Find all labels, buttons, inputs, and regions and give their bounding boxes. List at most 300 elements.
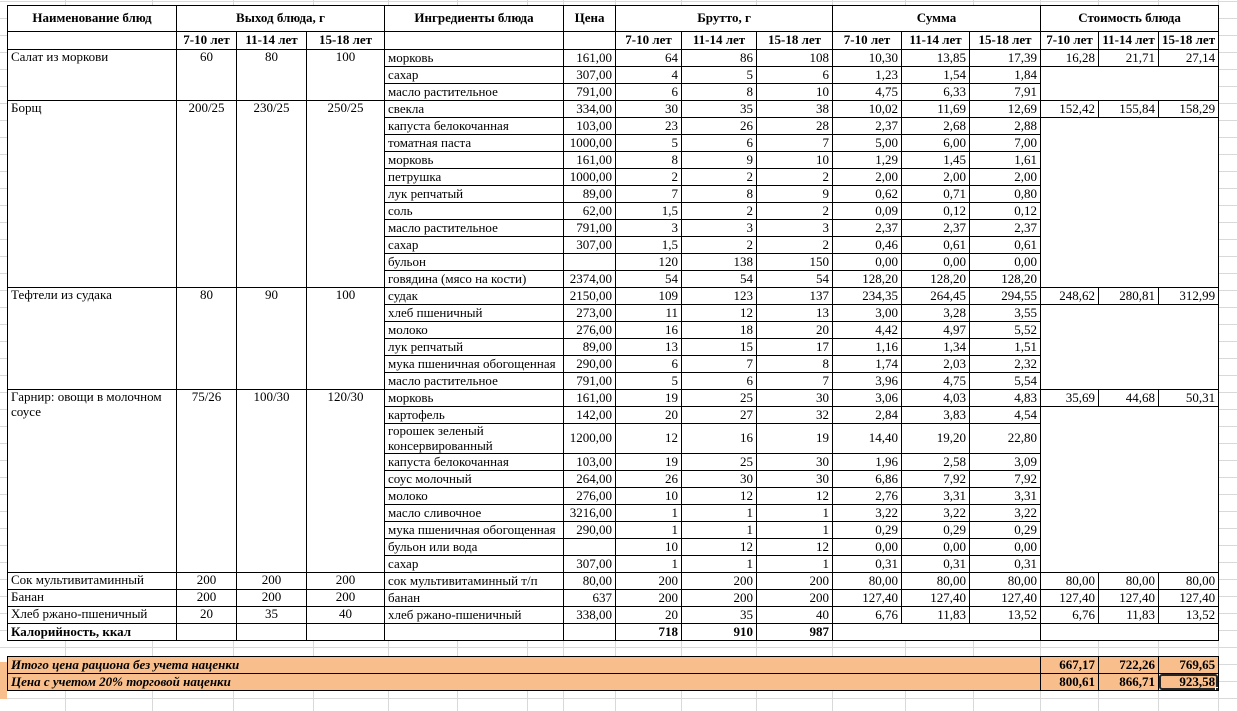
cell-gross[interactable]: 1 xyxy=(682,505,757,522)
cell-sum[interactable]: 1,29 xyxy=(833,152,902,169)
cell-gross[interactable]: 19 xyxy=(616,454,682,471)
cell-calories-label[interactable]: Калорийность, ккал xyxy=(8,624,177,641)
cell-ingredient[interactable]: сок мультивитаминный т/п xyxy=(385,573,564,590)
cell-gross[interactable]: 120 xyxy=(616,254,682,271)
cell-sum[interactable]: 7,00 xyxy=(970,135,1041,152)
cell-cost[interactable]: 152,42 xyxy=(1041,101,1099,118)
cell-sum[interactable]: 13,85 xyxy=(902,50,970,67)
cell-sum[interactable]: 127,40 xyxy=(833,590,902,607)
selected-cell[interactable]: 923,58 xyxy=(1159,674,1219,691)
cell-sum[interactable]: 2,32 xyxy=(970,356,1041,373)
cell-cost-blank[interactable] xyxy=(1041,118,1219,288)
cell-gross[interactable]: 200 xyxy=(757,590,833,607)
cell-gross[interactable]: 35 xyxy=(682,101,757,118)
cell-empty-merged[interactable] xyxy=(833,624,1041,641)
cell-gross[interactable]: 109 xyxy=(616,288,682,305)
header-age-col[interactable]: 15-18 лет xyxy=(757,32,833,50)
cell-ingredient[interactable]: горошек зеленый консервированный xyxy=(385,424,564,454)
cell-price[interactable]: 142,00 xyxy=(564,407,616,424)
cell-output[interactable]: 200 xyxy=(237,573,307,590)
cell-gross[interactable]: 20 xyxy=(616,607,682,624)
header-cost[interactable]: Стоимость блюда xyxy=(1041,6,1219,32)
cell-sum[interactable]: 5,54 xyxy=(970,373,1041,390)
cell-price[interactable]: 791,00 xyxy=(564,84,616,101)
cell-cost[interactable]: 80,00 xyxy=(1041,573,1099,590)
cell-price[interactable]: 89,00 xyxy=(564,339,616,356)
cell-gross[interactable]: 2 xyxy=(682,203,757,220)
cell-gross[interactable]: 200 xyxy=(616,573,682,590)
cell-sum[interactable]: 128,20 xyxy=(833,271,902,288)
cell-gross[interactable]: 3 xyxy=(616,220,682,237)
cell-gross[interactable]: 23 xyxy=(616,118,682,135)
cell-gross[interactable]: 86 xyxy=(682,50,757,67)
header-age-col[interactable]: 15-18 лет xyxy=(307,32,385,50)
cell-cost[interactable]: 35,69 xyxy=(1041,390,1099,407)
cell-ingredient[interactable]: масло растительное xyxy=(385,84,564,101)
cell-sum[interactable]: 1,34 xyxy=(902,339,970,356)
cell-calories-value[interactable]: 910 xyxy=(682,624,757,641)
header-age-col[interactable]: 7-10 лет xyxy=(1041,32,1099,50)
cell-gross[interactable]: 1 xyxy=(757,556,833,573)
cell-gross[interactable]: 30 xyxy=(757,471,833,488)
cell-gross[interactable]: 12 xyxy=(682,305,757,322)
cell-sum[interactable]: 127,40 xyxy=(902,590,970,607)
cell-ingredient[interactable]: молоко xyxy=(385,488,564,505)
cell-gross[interactable]: 54 xyxy=(682,271,757,288)
cell-gross[interactable]: 137 xyxy=(757,288,833,305)
fill-handle[interactable] xyxy=(1215,687,1219,691)
cell-sum[interactable]: 2,00 xyxy=(970,169,1041,186)
cell-sum[interactable]: 11,83 xyxy=(902,607,970,624)
cell-output[interactable]: 200 xyxy=(177,590,237,607)
cell-gross[interactable]: 150 xyxy=(757,254,833,271)
cell-gross[interactable]: 32 xyxy=(757,407,833,424)
cell-sum[interactable]: 4,75 xyxy=(902,373,970,390)
cell-sum[interactable]: 17,39 xyxy=(970,50,1041,67)
cell-gross[interactable]: 1,5 xyxy=(616,237,682,254)
cell-gross[interactable]: 19 xyxy=(757,424,833,454)
cell-gross[interactable]: 54 xyxy=(616,271,682,288)
cell-sum[interactable]: 0,31 xyxy=(902,556,970,573)
cell-gross[interactable]: 18 xyxy=(682,322,757,339)
cell-price[interactable]: 307,00 xyxy=(564,237,616,254)
cell-price[interactable]: 290,00 xyxy=(564,522,616,539)
cell-ingredient[interactable]: сахар xyxy=(385,237,564,254)
cell-total-value[interactable]: 667,17 xyxy=(1041,657,1099,674)
cell-calories-value[interactable]: 718 xyxy=(616,624,682,641)
cell-gross[interactable]: 15 xyxy=(682,339,757,356)
cell-sum[interactable]: 0,71 xyxy=(902,186,970,203)
cell-sum[interactable]: 0,31 xyxy=(970,556,1041,573)
cell-sum[interactable]: 0,31 xyxy=(833,556,902,573)
cell-cost[interactable]: 80,00 xyxy=(1099,573,1159,590)
cell-price[interactable]: 1200,00 xyxy=(564,424,616,454)
cell-sum[interactable]: 2,58 xyxy=(902,454,970,471)
cell-gross[interactable]: 38 xyxy=(757,101,833,118)
cell-cost-blank[interactable] xyxy=(1041,407,1219,573)
cell-gross[interactable]: 200 xyxy=(616,590,682,607)
cell-sum[interactable]: 3,31 xyxy=(970,488,1041,505)
cell-spacer[interactable] xyxy=(8,641,1219,657)
cell-sum[interactable]: 0,80 xyxy=(970,186,1041,203)
cell-sum[interactable]: 0,09 xyxy=(833,203,902,220)
header-age-col[interactable]: 11-14 лет xyxy=(1099,32,1159,50)
header-age-col[interactable]: 11-14 лет xyxy=(682,32,757,50)
cell-sum[interactable]: 128,20 xyxy=(970,271,1041,288)
cell-price[interactable]: 1000,00 xyxy=(564,169,616,186)
cell-ingredient[interactable]: бульон xyxy=(385,254,564,271)
cell-dish-name[interactable]: Гарнир: овощи в молочном соусе xyxy=(8,390,177,573)
cell-total-label[interactable]: Цена с учетом 20% торговой наценки xyxy=(8,674,1041,691)
cell-empty[interactable] xyxy=(237,624,307,641)
cell-sum[interactable]: 1,61 xyxy=(970,152,1041,169)
cell-dish-name[interactable]: Тефтели из судака xyxy=(8,288,177,390)
cell-cost[interactable]: 16,28 xyxy=(1041,50,1099,67)
cell-cost[interactable]: 11,83 xyxy=(1099,607,1159,624)
header-age-col[interactable]: 7-10 лет xyxy=(833,32,902,50)
cell-empty[interactable] xyxy=(564,624,616,641)
cell-gross[interactable]: 2 xyxy=(682,237,757,254)
cell-sum[interactable]: 3,00 xyxy=(833,305,902,322)
cell-sum[interactable]: 7,92 xyxy=(970,471,1041,488)
cell-sum[interactable]: 4,03 xyxy=(902,390,970,407)
cell-sum[interactable]: 0,00 xyxy=(833,254,902,271)
cell-output[interactable]: 200/25 xyxy=(177,101,237,288)
cell-ingredient[interactable]: судак xyxy=(385,288,564,305)
cell-total-label[interactable]: Итого цена рациона без учета наценки xyxy=(8,657,1041,674)
cell-sum[interactable]: 294,55 xyxy=(970,288,1041,305)
cell-cost[interactable]: 44,68 xyxy=(1099,390,1159,407)
cell-dish-name[interactable]: Сок мультивитаминный xyxy=(8,573,177,590)
cell-sum[interactable]: 6,76 xyxy=(833,607,902,624)
cell-price[interactable]: 2150,00 xyxy=(564,288,616,305)
cell-gross[interactable]: 200 xyxy=(682,573,757,590)
cell-gross[interactable]: 7 xyxy=(616,186,682,203)
cell-sum[interactable]: 264,45 xyxy=(902,288,970,305)
cell-sum[interactable]: 3,28 xyxy=(902,305,970,322)
cell-gross[interactable]: 123 xyxy=(682,288,757,305)
cell-price[interactable]: 89,00 xyxy=(564,186,616,203)
cell-output[interactable]: 80 xyxy=(237,50,307,101)
cell-price[interactable]: 1000,00 xyxy=(564,135,616,152)
cell-gross[interactable]: 2 xyxy=(757,169,833,186)
cell-sum[interactable]: 12,69 xyxy=(970,101,1041,118)
cell-ingredient[interactable]: морковь xyxy=(385,390,564,407)
cell-cost[interactable]: 80,00 xyxy=(1159,573,1219,590)
cell-gross[interactable]: 108 xyxy=(757,50,833,67)
cell-gross[interactable]: 1 xyxy=(682,522,757,539)
cell-sum[interactable]: 2,03 xyxy=(902,356,970,373)
cell-gross[interactable]: 26 xyxy=(682,118,757,135)
cell-ingredient[interactable]: масло растительное xyxy=(385,373,564,390)
cell-gross[interactable]: 30 xyxy=(682,471,757,488)
cell-sum[interactable]: 0,29 xyxy=(833,522,902,539)
cell-sum[interactable]: 4,83 xyxy=(970,390,1041,407)
cell-gross[interactable]: 19 xyxy=(616,390,682,407)
cell-gross[interactable]: 64 xyxy=(616,50,682,67)
cell-gross[interactable]: 25 xyxy=(682,390,757,407)
cell-gross[interactable]: 6 xyxy=(616,356,682,373)
cell-gross[interactable]: 12 xyxy=(757,539,833,556)
cell-sum[interactable]: 4,97 xyxy=(902,322,970,339)
cell-sum[interactable]: 22,80 xyxy=(970,424,1041,454)
cell-gross[interactable]: 2 xyxy=(757,203,833,220)
cell-price[interactable]: 103,00 xyxy=(564,118,616,135)
cell-cost[interactable]: 155,84 xyxy=(1099,101,1159,118)
cell-output[interactable]: 250/25 xyxy=(307,101,385,288)
cell-gross[interactable]: 8 xyxy=(682,186,757,203)
cell-output[interactable]: 35 xyxy=(237,607,307,624)
cell-price[interactable]: 276,00 xyxy=(564,322,616,339)
cell-output[interactable]: 100 xyxy=(307,50,385,101)
cell-ingredient[interactable]: мука пшеничная обогощенная xyxy=(385,356,564,373)
cell-sum[interactable]: 1,23 xyxy=(833,67,902,84)
cell-gross[interactable]: 5 xyxy=(616,373,682,390)
cell-output[interactable]: 80 xyxy=(177,288,237,390)
cell-ingredient[interactable]: сахар xyxy=(385,67,564,84)
cell-sum[interactable]: 1,16 xyxy=(833,339,902,356)
cell-gross[interactable]: 27 xyxy=(682,407,757,424)
cell-cost[interactable]: 158,29 xyxy=(1159,101,1219,118)
cell-output[interactable]: 200 xyxy=(177,573,237,590)
cell-ingredient[interactable]: молоко xyxy=(385,322,564,339)
cell-gross[interactable]: 1 xyxy=(682,556,757,573)
cell-gross[interactable]: 1 xyxy=(757,505,833,522)
cell-gross[interactable]: 7 xyxy=(757,373,833,390)
cell-gross[interactable]: 4 xyxy=(616,67,682,84)
cell-gross[interactable]: 1 xyxy=(757,522,833,539)
cell-sum[interactable]: 0,61 xyxy=(902,237,970,254)
cell-price[interactable]: 3216,00 xyxy=(564,505,616,522)
cell-cost[interactable]: 127,40 xyxy=(1159,590,1219,607)
cell-output[interactable]: 60 xyxy=(177,50,237,101)
cell-sum[interactable]: 1,84 xyxy=(970,67,1041,84)
cell-price[interactable]: 334,00 xyxy=(564,101,616,118)
cell-ingredient[interactable]: банан xyxy=(385,590,564,607)
cell-output[interactable]: 75/26 xyxy=(177,390,237,573)
cell-gross[interactable]: 3 xyxy=(757,220,833,237)
header-ingredients[interactable]: Ингредиенты блюда xyxy=(385,6,564,32)
cell-gross[interactable]: 5 xyxy=(616,135,682,152)
cell-price[interactable]: 290,00 xyxy=(564,356,616,373)
cell-gross[interactable]: 200 xyxy=(757,573,833,590)
cell-price[interactable]: 161,00 xyxy=(564,152,616,169)
header-output[interactable]: Выход блюда, г xyxy=(177,6,385,32)
cell-sum[interactable]: 19,20 xyxy=(902,424,970,454)
cell-output[interactable]: 200 xyxy=(307,573,385,590)
cell-gross[interactable]: 20 xyxy=(616,407,682,424)
cell-sum[interactable]: 0,00 xyxy=(902,539,970,556)
cell-gross[interactable]: 10 xyxy=(757,152,833,169)
cell-ingredient[interactable]: лук репчатый xyxy=(385,339,564,356)
cell-gross[interactable]: 8 xyxy=(757,356,833,373)
cell-gross[interactable]: 10 xyxy=(616,539,682,556)
cell-cost[interactable]: 127,40 xyxy=(1099,590,1159,607)
cell-sum[interactable]: 0,12 xyxy=(902,203,970,220)
cell-gross[interactable]: 1 xyxy=(616,556,682,573)
cell-sum[interactable]: 0,00 xyxy=(833,539,902,556)
cell-sum[interactable]: 2,37 xyxy=(902,220,970,237)
cell-sum[interactable]: 3,31 xyxy=(902,488,970,505)
cell-sum[interactable]: 0,46 xyxy=(833,237,902,254)
cell-gross[interactable]: 9 xyxy=(757,186,833,203)
cell-gross[interactable]: 8 xyxy=(616,152,682,169)
cell-price[interactable]: 276,00 xyxy=(564,488,616,505)
cell-sum[interactable]: 2,76 xyxy=(833,488,902,505)
cell-ingredient[interactable]: петрушка xyxy=(385,169,564,186)
cell-total-value[interactable]: 722,26 xyxy=(1099,657,1159,674)
cell-gross[interactable]: 6 xyxy=(616,84,682,101)
cell-sum[interactable]: 0,29 xyxy=(902,522,970,539)
header-age-col[interactable]: 7-10 лет xyxy=(177,32,237,50)
header-age-col[interactable]: 11-14 лет xyxy=(902,32,970,50)
cell-gross[interactable]: 1 xyxy=(616,522,682,539)
cell-price[interactable]: 161,00 xyxy=(564,390,616,407)
cell-gross[interactable]: 13 xyxy=(757,305,833,322)
cell-total-value[interactable]: 800,61 xyxy=(1041,674,1099,691)
cell-sum[interactable]: 0,61 xyxy=(970,237,1041,254)
cell-sum[interactable]: 11,69 xyxy=(902,101,970,118)
cell-sum[interactable]: 1,74 xyxy=(833,356,902,373)
cell-calories-value[interactable]: 987 xyxy=(757,624,833,641)
cell-gross[interactable]: 7 xyxy=(682,356,757,373)
cell-sum[interactable]: 3,06 xyxy=(833,390,902,407)
cell-ingredient[interactable]: соус молочный xyxy=(385,471,564,488)
cell-dish-name[interactable]: Борщ xyxy=(8,101,177,288)
cell-sum[interactable]: 1,51 xyxy=(970,339,1041,356)
cell-total-value[interactable]: 769,65 xyxy=(1159,657,1219,674)
header-price[interactable]: Цена xyxy=(564,6,616,32)
cell-gross[interactable]: 3 xyxy=(682,220,757,237)
cell-output[interactable]: 230/25 xyxy=(237,101,307,288)
header-sum[interactable]: Сумма xyxy=(833,6,1041,32)
cell-cost[interactable]: 21,71 xyxy=(1099,50,1159,67)
cell-ingredient[interactable]: свекла xyxy=(385,101,564,118)
cell-gross[interactable]: 30 xyxy=(616,101,682,118)
cell-gross[interactable]: 16 xyxy=(682,424,757,454)
cell-gross[interactable]: 2 xyxy=(616,169,682,186)
cell-gross[interactable]: 16 xyxy=(616,322,682,339)
cell-ingredient[interactable]: капуста белокочанная xyxy=(385,454,564,471)
cell-ingredient[interactable]: мука пшеничная обогощенная xyxy=(385,522,564,539)
cell-sum[interactable]: 127,40 xyxy=(970,590,1041,607)
cell-dish-name[interactable]: Банан xyxy=(8,590,177,607)
cell-sum[interactable]: 234,35 xyxy=(833,288,902,305)
cell-gross[interactable]: 2 xyxy=(682,169,757,186)
cell-sum[interactable]: 0,29 xyxy=(970,522,1041,539)
cell-sum[interactable]: 4,42 xyxy=(833,322,902,339)
cell-output[interactable]: 20 xyxy=(177,607,237,624)
cell-sum[interactable]: 3,83 xyxy=(902,407,970,424)
cell-gross[interactable]: 2 xyxy=(757,237,833,254)
cell-sum[interactable]: 10,30 xyxy=(833,50,902,67)
cell-sum[interactable]: 3,09 xyxy=(970,454,1041,471)
cell-gross[interactable]: 9 xyxy=(682,152,757,169)
cell-ingredient[interactable]: соль xyxy=(385,203,564,220)
cell-sum[interactable]: 6,33 xyxy=(902,84,970,101)
cell-price[interactable]: 338,00 xyxy=(564,607,616,624)
cell-output[interactable]: 40 xyxy=(307,607,385,624)
header-dish-name[interactable]: Наименование блюд xyxy=(8,6,177,32)
cell-sum[interactable]: 80,00 xyxy=(833,573,902,590)
cell-cost[interactable]: 312,99 xyxy=(1159,288,1219,305)
cell-gross[interactable]: 10 xyxy=(616,488,682,505)
cell-ingredient[interactable]: хлеб пшеничный xyxy=(385,305,564,322)
cell-gross[interactable]: 12 xyxy=(682,539,757,556)
cell-gross[interactable]: 30 xyxy=(757,454,833,471)
cell-ingredient[interactable]: картофель xyxy=(385,407,564,424)
cell-sum[interactable]: 128,20 xyxy=(902,271,970,288)
cell-gross[interactable]: 12 xyxy=(757,488,833,505)
cell-sum[interactable]: 3,22 xyxy=(902,505,970,522)
cell-sum[interactable]: 4,54 xyxy=(970,407,1041,424)
cell-sum[interactable]: 1,96 xyxy=(833,454,902,471)
cell-gross[interactable]: 30 xyxy=(757,390,833,407)
cell-gross[interactable]: 200 xyxy=(682,590,757,607)
cell-sum[interactable]: 5,52 xyxy=(970,322,1041,339)
cell-sum[interactable]: 0,00 xyxy=(902,254,970,271)
cell-ingredient[interactable]: хлеб ржано-пшеничный xyxy=(385,607,564,624)
cell-price[interactable]: 62,00 xyxy=(564,203,616,220)
header-gross[interactable]: Брутто, г xyxy=(616,6,833,32)
cell-price[interactable] xyxy=(564,539,616,556)
cell-gross[interactable]: 11 xyxy=(616,305,682,322)
header-age-col[interactable]: 15-18 лет xyxy=(1159,32,1219,50)
cell-gross[interactable]: 6 xyxy=(682,135,757,152)
cell-price[interactable]: 264,00 xyxy=(564,471,616,488)
cell-price[interactable]: 307,00 xyxy=(564,556,616,573)
cell-sum[interactable]: 7,91 xyxy=(970,84,1041,101)
cell-price[interactable]: 637 xyxy=(564,590,616,607)
cell-sum[interactable]: 0,00 xyxy=(970,254,1041,271)
cell-output[interactable]: 200 xyxy=(237,590,307,607)
cell-ingredient[interactable]: морковь xyxy=(385,152,564,169)
cell-sum[interactable]: 6,00 xyxy=(902,135,970,152)
cell-price[interactable]: 273,00 xyxy=(564,305,616,322)
cell-cost-blank[interactable] xyxy=(1041,305,1219,390)
cell-sum[interactable]: 0,12 xyxy=(970,203,1041,220)
header-age-col[interactable]: 7-10 лет xyxy=(616,32,682,50)
cell-sum[interactable]: 0,00 xyxy=(970,539,1041,556)
cell-sum[interactable]: 3,22 xyxy=(970,505,1041,522)
cell-sum[interactable]: 4,75 xyxy=(833,84,902,101)
cell-sum[interactable]: 2,88 xyxy=(970,118,1041,135)
cell-cost[interactable]: 6,76 xyxy=(1041,607,1099,624)
cell-ingredient[interactable]: томатная паста xyxy=(385,135,564,152)
cell-ingredient[interactable]: лук репчатый xyxy=(385,186,564,203)
header-age-col[interactable]: 11-14 лет xyxy=(237,32,307,50)
cell-gross[interactable]: 138 xyxy=(682,254,757,271)
cell-price[interactable]: 307,00 xyxy=(564,67,616,84)
cell-sum[interactable]: 2,00 xyxy=(833,169,902,186)
cell-ingredient[interactable]: капуста белокочанная xyxy=(385,118,564,135)
cell-gross[interactable]: 28 xyxy=(757,118,833,135)
cell-sum[interactable]: 1,45 xyxy=(902,152,970,169)
cell-cost[interactable]: 50,31 xyxy=(1159,390,1219,407)
cell-output[interactable]: 90 xyxy=(237,288,307,390)
cell-ingredient[interactable]: морковь xyxy=(385,50,564,67)
cell-price[interactable]: 791,00 xyxy=(564,220,616,237)
cell-gross[interactable]: 25 xyxy=(682,454,757,471)
cell-ingredient[interactable]: бульон или вода xyxy=(385,539,564,556)
cell-gross[interactable]: 6 xyxy=(682,373,757,390)
cell-empty[interactable] xyxy=(307,624,385,641)
cell-cost[interactable]: 13,52 xyxy=(1159,607,1219,624)
cell-gross[interactable]: 12 xyxy=(682,488,757,505)
cell-price[interactable]: 103,00 xyxy=(564,454,616,471)
cell-sum[interactable]: 2,68 xyxy=(902,118,970,135)
cell-output[interactable]: 100/30 xyxy=(237,390,307,573)
